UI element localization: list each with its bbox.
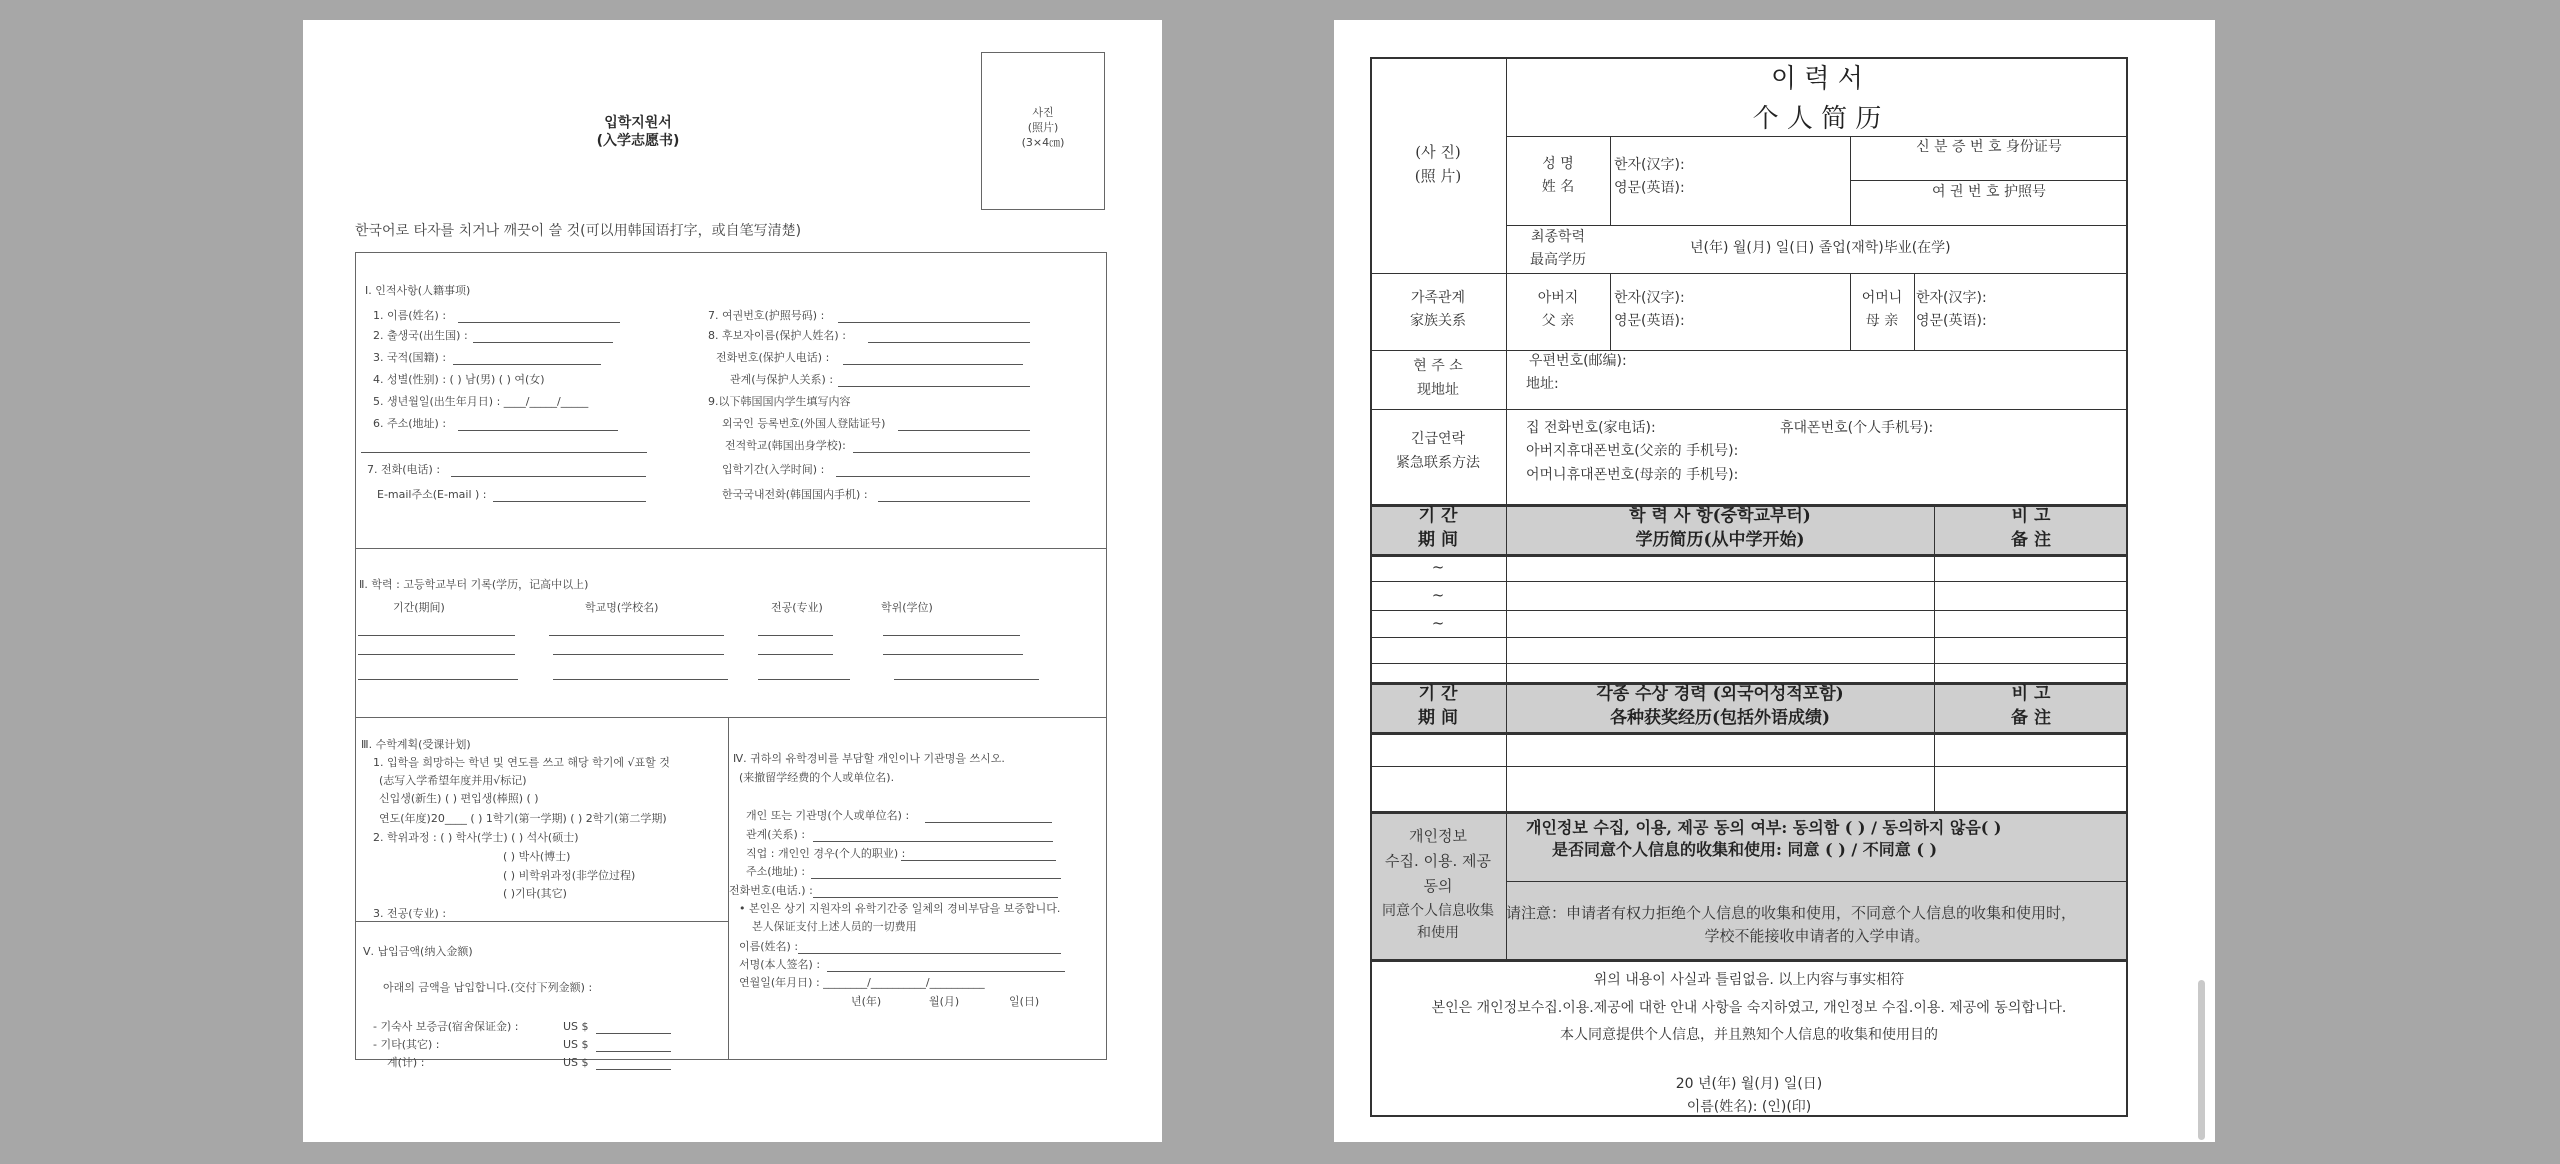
- form-title: 입학지원서: [604, 115, 672, 131]
- mother-english[interactable]: 영문(英语):: [1916, 313, 1987, 329]
- mother-mobile[interactable]: 어머니휴대폰번호(母亲的 手机号):: [1526, 467, 1739, 483]
- field-nationality: 3. 국적(国籍) :: [373, 351, 447, 364]
- sponsor-signature: 서명(本人签名) :: [739, 958, 821, 971]
- rule: [1370, 409, 2128, 410]
- resume-title-ko: 이 력 서: [1771, 64, 1863, 94]
- date-month: 월(月): [929, 995, 960, 1008]
- history-line[interactable]: [758, 654, 833, 655]
- study-plan-line: (志写入学希望年度并用√标记): [379, 774, 527, 787]
- mother-label: 어머니: [1861, 290, 1903, 306]
- privacy-notice-2: 学校不能接收申请者的入学申请。: [1704, 927, 1930, 945]
- privacy-label: 개인정보: [1409, 827, 1467, 845]
- fee-dorm-line[interactable]: [596, 1033, 671, 1034]
- rule: [1370, 581, 2128, 582]
- mother-hanja[interactable]: 한자(汉字):: [1916, 290, 1987, 306]
- history-title-cn: 学历简历(从中学开始): [1635, 530, 1805, 550]
- photo-label-cn: (照片): [1027, 121, 1059, 134]
- form-subtitle: (入学志愿书): [596, 133, 680, 149]
- history-line[interactable]: [894, 679, 1039, 680]
- sponsor-guarantee-cn: 본人保证支付上述人员的一切费用: [752, 920, 917, 933]
- guardian-phone-line[interactable]: [843, 364, 1023, 365]
- id-number-label[interactable]: 신 분 증 번 호 身份证号: [1916, 139, 2062, 155]
- declaration-consent-cn: 本人同意提供个人信息，并且熟知个人信息的收集和使用目的: [1560, 1027, 1938, 1043]
- father-mobile[interactable]: 아버지휴대폰번호(父亲的 手机号):: [1526, 443, 1739, 459]
- date-day: 일(日): [1009, 995, 1040, 1008]
- rule: [1370, 766, 2128, 767]
- sponsor-job-line[interactable]: [901, 860, 1056, 861]
- history-row-dash[interactable]: ~: [1431, 558, 1445, 576]
- phone-line[interactable]: [451, 476, 646, 477]
- field-alien-registration: 외국인 등록번호(外国人登陆证号): [722, 417, 886, 430]
- sponsor-name: 개인 또는 기관명(个人或单位名) :: [746, 809, 910, 822]
- history-row-dash[interactable]: ~: [1431, 614, 1445, 632]
- previous-school-line[interactable]: [853, 452, 1030, 453]
- field-birthdate: 5. 생년월일(出生年月日) : ____/_____/_____: [373, 395, 589, 408]
- section-4-sub: (来撤留学经费的个人或单位名).: [739, 771, 895, 784]
- rule: [1914, 273, 1915, 350]
- photo-placeholder: (사 진) (照 片): [1414, 143, 1462, 185]
- name-hanja[interactable]: 한자(汉字):: [1614, 157, 1685, 173]
- field-email: E-mail주소(E-mail ) :: [377, 488, 487, 501]
- col-period: 기간(期间): [393, 601, 445, 614]
- address-label-cn: 现地址: [1417, 382, 1459, 398]
- study-plan-degree[interactable]: 2. 학위과정 : ( ) 학사(学士) ( ) 석사(硕士): [373, 831, 579, 844]
- name-label: 성 명: [1542, 156, 1574, 172]
- email-line[interactable]: [493, 501, 646, 502]
- address-field[interactable]: 地址:: [1526, 376, 1559, 392]
- fee-dorm-label: - 기숙사 보증금(宿舍保证金) :: [373, 1020, 519, 1033]
- field-korea-phone: 한국국내전화(韩国国内手机) :: [722, 488, 868, 501]
- zip-code[interactable]: 우편번호(邮编):: [1529, 353, 1627, 369]
- history-row-dash[interactable]: ~: [1431, 586, 1445, 604]
- study-plan-semester[interactable]: 연도(年度)20____ ( ) 1학기(第一学期) ( ) 2학기(第二学期): [379, 812, 667, 825]
- rule: [1610, 136, 1611, 225]
- passport-number-label[interactable]: 여 권 번 호 护照号: [1932, 184, 2046, 200]
- award-title: 각종 수상 경력 (외국어성적포함): [1596, 684, 1844, 704]
- emergency-label: 긴급연락: [1410, 431, 1466, 447]
- fee-dorm-currency: US $: [563, 1020, 589, 1033]
- sponsor-signer-name: 이름(姓名) :: [739, 940, 799, 953]
- photo-label: 사진: [1032, 106, 1054, 119]
- instruction-text: 한국어로 타자를 치거나 깨끗이 쓸 것(可以用韩国语打字，或自笔写清楚): [355, 223, 802, 239]
- col-school: 학교명(学校名): [585, 601, 659, 614]
- family-label: 가족관계: [1410, 290, 1466, 306]
- col-degree: 학위(学位): [881, 601, 933, 614]
- father-label-cn: 父 亲: [1541, 313, 1575, 329]
- resume-page: [1334, 20, 2215, 1142]
- application-form-page: [303, 20, 1162, 1142]
- rule: [1506, 881, 2128, 882]
- section-2-heading: Ⅱ. 학력 : 고등학교부터 기록(学历，记高中以上): [359, 578, 589, 591]
- declaration-consent: 본인은 개인정보수집.이용.제공에 대한 안내 사항을 숙지하였고, 개인정보 수집.이용. 제공에 동의합니다.: [1431, 1000, 2067, 1016]
- history-period-label: 기 간: [1418, 506, 1458, 526]
- section-4-heading: Ⅳ. 귀하의 유학경비를 부담할 개인이나 기관명을 쓰시오.: [733, 752, 1005, 765]
- name-english[interactable]: 영문(英语):: [1614, 180, 1685, 196]
- privacy-label-3: 동의: [1423, 877, 1453, 895]
- history-line[interactable]: [758, 679, 850, 680]
- divider: [355, 548, 1107, 549]
- emergency-label-cn: 紧急联系方法: [1396, 455, 1480, 471]
- education-label: 최종학력: [1530, 229, 1586, 245]
- history-line[interactable]: [553, 654, 724, 655]
- guardian-relation-line[interactable]: [838, 386, 1030, 387]
- history-line[interactable]: [549, 635, 724, 636]
- rule: [1370, 959, 2128, 962]
- study-plan-other[interactable]: ( )기타(其它): [503, 887, 567, 900]
- privacy-label-cn-2: 和使用: [1417, 925, 1459, 941]
- field-address: 6. 주소(地址) :: [373, 417, 447, 430]
- rule: [1370, 610, 2128, 611]
- education-label-cn: 最高学历: [1530, 252, 1586, 268]
- privacy-consent-ko[interactable]: 개인정보 수집, 이용, 제공 동의 여부: 동의함 ( ) / 동의하지 않음( ): [1526, 818, 2002, 837]
- history-line[interactable]: [358, 654, 515, 655]
- sign-date[interactable]: 20 년(年) 월(月) 일(日): [1675, 1076, 1823, 1092]
- history-line[interactable]: [883, 635, 1020, 636]
- history-title: 학 력 사 항(중학교부터): [1629, 506, 1811, 526]
- study-plan-nondegree[interactable]: ( ) 비학위과정(非学位过程): [503, 869, 636, 882]
- father-hanja[interactable]: 한자(汉字):: [1614, 290, 1685, 306]
- section-1-korea-note: 9.以下韩国国内学生填写内容: [708, 395, 851, 408]
- sign-name[interactable]: 이름(姓名): (인)(印): [1686, 1099, 1812, 1115]
- passport-line[interactable]: [838, 322, 1030, 323]
- declaration-line: 위의 내용이 사실과 틀림없음. 以上内容与事实相符: [1593, 972, 1905, 988]
- address-line-2[interactable]: [361, 452, 647, 453]
- photo-size: (3×4㎝): [1021, 136, 1065, 149]
- fee-total-label: 계(计) :: [387, 1056, 425, 1069]
- resume-title-cn: 个 人 简 历: [1752, 104, 1882, 134]
- field-previous-school: 전적학교(韩国出身学校):: [725, 439, 846, 452]
- date-year: 년(年): [851, 995, 882, 1008]
- scrollbar-thumb[interactable]: [2198, 980, 2205, 1140]
- fee-total-line[interactable]: [596, 1069, 671, 1070]
- sponsor-job: 직업 : 개인인 경우(个人的职业) :: [746, 847, 906, 860]
- study-plan-line: 1. 입학을 희망하는 학년 및 연도를 쓰고 해당 학기에 √표할 것: [373, 756, 670, 769]
- korea-phone-line[interactable]: [878, 501, 1030, 502]
- section-1-heading: Ⅰ. 인적사항(人籍事项): [365, 284, 471, 297]
- award-title-cn: 各种获奖经历(包括外语成绩): [1609, 708, 1831, 728]
- mobile-phone[interactable]: 휴대폰번호(个人手机号):: [1780, 420, 1934, 436]
- fee-total-currency: US $: [563, 1056, 589, 1069]
- sponsor-relation: 관계(关系) :: [746, 828, 806, 841]
- section-3-heading: Ⅲ. 수학계획(受课计划): [361, 738, 471, 751]
- mother-label-cn: 母 亲: [1865, 313, 1899, 329]
- father-english[interactable]: 영문(英语):: [1614, 313, 1685, 329]
- father-label: 아버지: [1537, 290, 1579, 306]
- history-line[interactable]: [883, 654, 1023, 655]
- rule: [1370, 811, 2128, 814]
- name-line[interactable]: [458, 322, 620, 323]
- alien-registration-line[interactable]: [898, 430, 1030, 431]
- nationality-line[interactable]: [453, 364, 601, 365]
- history-note-label: 비 고: [2011, 506, 2051, 526]
- birth-country-line[interactable]: [473, 342, 613, 343]
- col-major: 전공(专业): [771, 601, 823, 614]
- field-phone: 7. 전화(电话) :: [367, 463, 441, 476]
- award-period-label: 기 간: [1418, 684, 1458, 704]
- sponsor-address: 주소(地址) :: [746, 865, 806, 878]
- history-period-label-cn: 期 间: [1418, 530, 1458, 550]
- sponsor-name-line[interactable]: [925, 822, 1052, 823]
- history-line[interactable]: [553, 679, 728, 680]
- graduation-date[interactable]: 년(年) 월(月) 일(日) 졸업(재학)毕业(在学): [1690, 240, 1951, 256]
- field-birth-country: 2. 출생국(出生国) :: [373, 329, 468, 342]
- rule: [1370, 637, 2128, 638]
- fee-other-label: - 기타(其它) :: [373, 1038, 440, 1051]
- address-line[interactable]: [458, 430, 618, 431]
- sponsor-address-line[interactable]: [811, 878, 1061, 879]
- section-5-sub: 아래의 금액을 납입합니다.(交付下列金额) :: [383, 981, 593, 994]
- rule: [1610, 273, 1611, 350]
- study-plan-doctor[interactable]: ( ) 박사(博士): [503, 850, 571, 863]
- sponsor-signature-line[interactable]: [827, 971, 1065, 972]
- fee-other-currency: US $: [563, 1038, 589, 1051]
- rule: [1370, 273, 2128, 274]
- study-plan-major: 3. 전공(专业) :: [373, 907, 447, 920]
- field-guardian-phone: 전화번호(保护人电话) :: [716, 351, 830, 364]
- history-line[interactable]: [758, 635, 833, 636]
- section-5-heading: Ⅴ. 납입금액(纳入金额): [363, 945, 473, 958]
- award-note-label-cn: 备 注: [2011, 708, 2051, 728]
- divider: [355, 717, 1107, 718]
- sponsor-relation-line[interactable]: [813, 841, 1053, 842]
- sponsor-phone: 전화번호(电话.) :: [729, 884, 813, 897]
- sponsor-date: 연월일(年月日) : ________/__________/__________: [739, 976, 985, 989]
- field-passport: 7. 여권번호(护照号码) :: [708, 309, 825, 322]
- family-label-cn: 家族关系: [1410, 313, 1466, 329]
- rule: [1934, 504, 1935, 811]
- field-entry-period: 입학기간(入学时间) :: [722, 463, 825, 476]
- privacy-consent-cn[interactable]: 是否同意个人信息的收集和使用: 同意 ( ) / 不同意 ( ): [1552, 840, 1938, 859]
- rule: [1850, 180, 2128, 181]
- name-label-cn: 姓 名: [1541, 179, 1575, 195]
- privacy-label-cn: 同意个人信息收集: [1382, 903, 1494, 919]
- privacy-notice: 请注意：申请者有权力拒绝个人信息的收集和使用，不同意个人信息的收集和使用时，: [1506, 904, 2077, 922]
- rule: [1370, 732, 2128, 735]
- rule: [1370, 350, 2128, 351]
- divider: [355, 921, 728, 922]
- fee-other-line[interactable]: [596, 1051, 671, 1052]
- sponsor-phone-line[interactable]: [813, 897, 1058, 898]
- field-guardian-name: 8. 후보자이름(保护人姓名) :: [708, 329, 846, 342]
- field-gender: 4. 성별(性别) : ( ) 남(男) ( ) 여(女): [373, 373, 545, 386]
- entry-period-line[interactable]: [836, 476, 1030, 477]
- privacy-label-2: 수집. 이용. 제공: [1384, 852, 1491, 870]
- address-label: 현 주 소: [1413, 358, 1463, 374]
- field-guardian-relation: 관계(与保护人关系) :: [730, 373, 834, 386]
- history-note-label-cn: 备 注: [2011, 530, 2051, 550]
- rule: [1370, 663, 2128, 664]
- home-phone[interactable]: 집 전화번호(家电话):: [1526, 420, 1656, 436]
- guardian-name-line[interactable]: [868, 342, 1030, 343]
- history-line[interactable]: [358, 679, 518, 680]
- history-line[interactable]: [358, 635, 515, 636]
- award-period-label-cn: 期 间: [1418, 708, 1458, 728]
- study-plan-student-type[interactable]: 신입생(新生) ( ) 편입생(棒照) ( ): [379, 792, 539, 805]
- sponsor-guarantee-ko: • 본인은 상기 지원자의 유학기간중 일체의 경비부담을 보증합니다.: [739, 902, 1061, 915]
- sponsor-signer-name-line[interactable]: [798, 953, 1061, 954]
- field-name: 1. 이름(姓名) :: [373, 309, 447, 322]
- award-note-label: 비 고: [2011, 684, 2051, 704]
